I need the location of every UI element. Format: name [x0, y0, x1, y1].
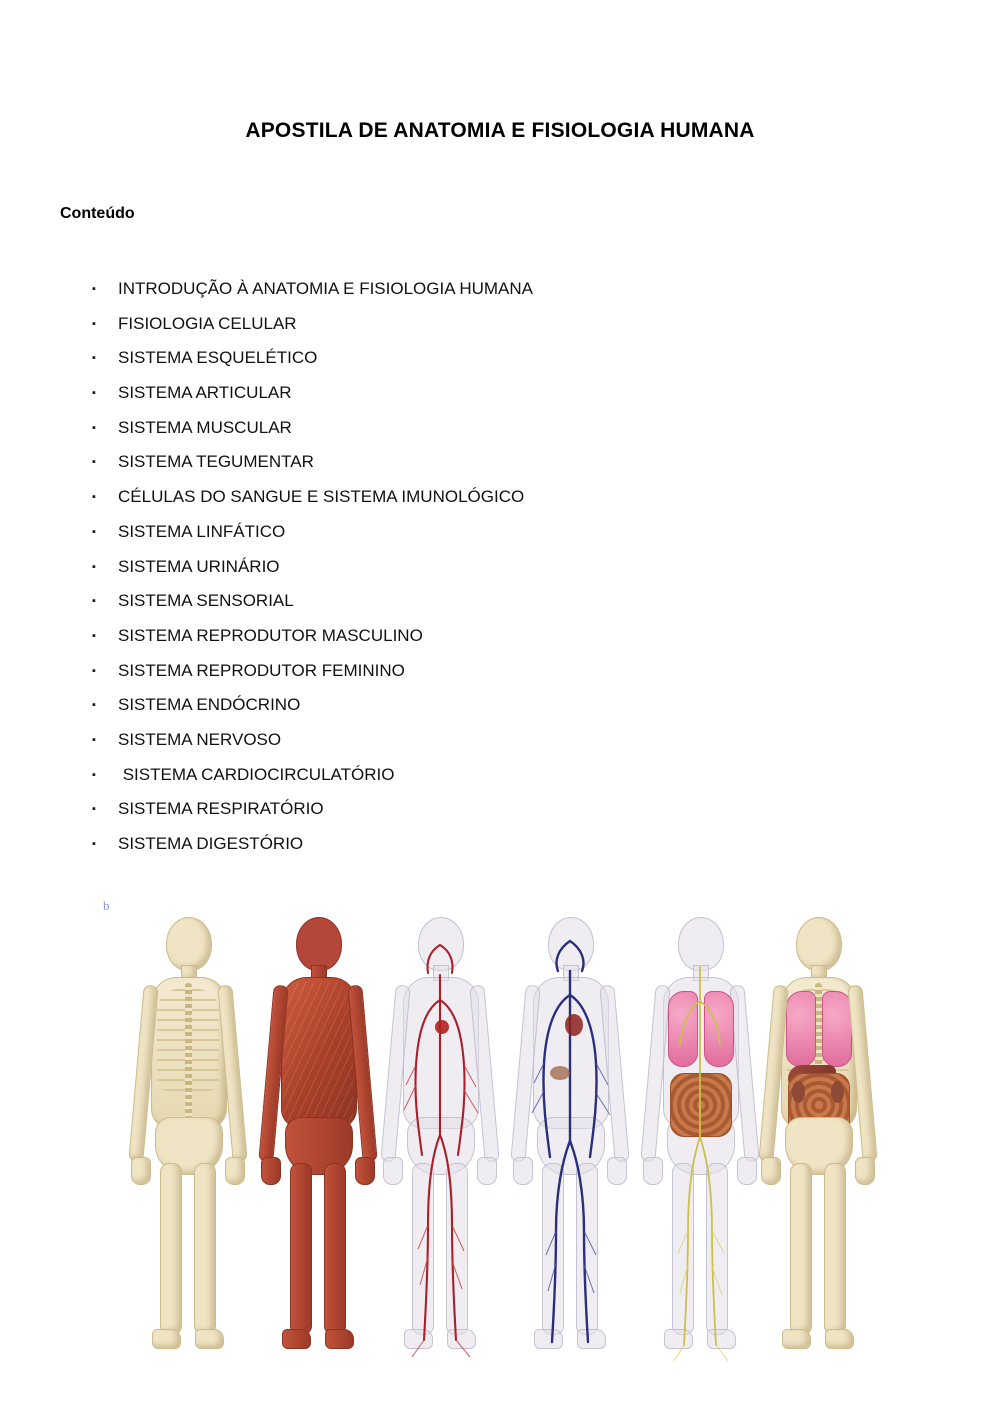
lung-left-shape: [786, 991, 816, 1067]
heart-icon: [435, 1020, 449, 1034]
spine-shape: [185, 983, 192, 1128]
page-title: APOSTILA DE ANATOMIA E FISIOLOGIA HUMANA: [245, 119, 755, 143]
foot-right-shape: [825, 1329, 854, 1349]
toc-entry-label: SISTEMA REPRODUTOR MASCULINO: [118, 625, 423, 645]
list-item: [60, 792, 940, 827]
leg-left-shape: [160, 1163, 182, 1335]
toc-entry-label: SISTEMA ARTICULAR: [118, 383, 292, 403]
bullet-icon: ▪: [92, 595, 96, 608]
artery-tree-icon: [380, 905, 500, 1375]
toc-entry-label: INTRODUÇÃO À ANATOMIA E FISIOLOGIA HUMANA: [118, 279, 533, 298]
list-item: [60, 341, 940, 376]
bullet-icon: ▪: [92, 629, 96, 642]
liver-icon: [550, 1066, 570, 1080]
bullet-icon: ▪: [92, 456, 96, 469]
toc-entry-label: CÉLULAS DO SANGUE E SISTEMA IMUNOLÓGICO: [118, 487, 525, 507]
list-item: [60, 584, 940, 619]
stray-text-mark: b: [103, 898, 110, 913]
leg-right-shape: [194, 1163, 216, 1335]
bullet-icon: ▪: [92, 387, 96, 400]
kidney-right-shape: [831, 1081, 844, 1103]
skull-shape: [166, 917, 212, 971]
nerve-tree-icon: [640, 905, 760, 1375]
vein-tree-icon: [510, 905, 630, 1375]
list-item: [60, 688, 940, 723]
list-item: [60, 411, 940, 446]
toc-entry-label: SISTEMA ENDÓCRINO: [118, 695, 301, 715]
list-item: [60, 272, 940, 307]
leg-left-shape: [790, 1163, 812, 1335]
kidney-left-shape: [792, 1081, 805, 1103]
toc-entry-label: SISTEMA ESQUELÉTICO: [118, 348, 318, 368]
hand-left-shape: [261, 1157, 281, 1185]
bullet-icon: ▪: [92, 352, 96, 365]
table-of-contents: [60, 272, 940, 862]
leg-right-shape: [324, 1163, 346, 1335]
list-item: [60, 827, 940, 862]
anatomy-systems-illustration: [110, 905, 890, 1375]
list-item: [60, 307, 940, 342]
list-item: [60, 654, 940, 689]
toc-entry-label: SISTEMA URINÁRIO: [118, 556, 280, 576]
toc-entry-label: SISTEMA SENSORIAL: [118, 591, 294, 611]
skeletal-system-figure: [128, 905, 248, 1375]
list-item: [60, 619, 940, 654]
toc-entry-label: SISTEMA MUSCULAR: [118, 417, 292, 437]
nervous-respiratory-figure: [640, 905, 760, 1375]
bullet-icon: ▪: [92, 699, 96, 712]
skull-shape: [796, 917, 842, 971]
bullet-icon: ▪: [92, 838, 96, 850]
bullet-icon: ▪: [92, 803, 96, 816]
hand-right-shape: [355, 1157, 375, 1185]
heart-icon: [565, 1014, 583, 1036]
hand-right-shape: [855, 1157, 875, 1185]
list-item: [60, 445, 940, 480]
arterial-system-figure: [380, 905, 500, 1375]
bullet-icon: ▪: [92, 525, 96, 538]
foot-left-shape: [282, 1329, 311, 1349]
head-shape: [296, 917, 342, 971]
list-item: [60, 376, 940, 411]
leg-right-shape: [824, 1163, 846, 1335]
bullet-icon: ▪: [92, 560, 96, 573]
hand-left-shape: [761, 1157, 781, 1185]
hand-right-shape: [225, 1157, 245, 1185]
bullet-icon: ▪: [92, 491, 96, 504]
toc-entry-label: SISTEMA LINFÁTICO: [118, 521, 286, 541]
lung-right-shape: [822, 991, 852, 1067]
foot-left-shape: [152, 1329, 181, 1349]
toc-entry-label: SISTEMA TEGUMENTAR: [118, 452, 314, 472]
list-item: [60, 550, 940, 585]
section-heading-conteudo: Conteúdo: [60, 205, 135, 222]
hand-left-shape: [131, 1157, 151, 1185]
leg-left-shape: [290, 1163, 312, 1335]
venous-system-figure: [510, 905, 630, 1375]
foot-right-shape: [195, 1329, 224, 1349]
bullet-icon: ▪: [92, 283, 96, 295]
toc-entry-label: SISTEMA RESPIRATÓRIO: [118, 799, 324, 819]
muscular-system-figure: [258, 905, 378, 1375]
foot-right-shape: [325, 1329, 354, 1349]
toc-entry-label: SISTEMA REPRODUTOR FEMININO: [118, 660, 405, 680]
toc-entry-label: FISIOLOGIA CELULAR: [118, 313, 297, 333]
list-item: [60, 758, 940, 793]
bullet-icon: ▪: [92, 768, 96, 781]
bullet-icon: ▪: [92, 664, 96, 677]
toc-entry-label: SISTEMA CARDIOCIRCULATÓRIO: [118, 764, 395, 784]
toc-entry-label: SISTEMA DIGESTÓRIO: [118, 834, 304, 853]
list-item: [60, 515, 940, 550]
digestive-system-figure: [758, 905, 878, 1375]
bullet-icon: ▪: [92, 317, 96, 330]
bullet-icon: ▪: [92, 421, 96, 434]
bullet-icon: ▪: [92, 733, 96, 746]
list-item: [60, 480, 940, 515]
toc-entry-label: SISTEMA NERVOSO: [118, 729, 282, 749]
foot-left-shape: [782, 1329, 811, 1349]
list-item: [60, 723, 940, 758]
